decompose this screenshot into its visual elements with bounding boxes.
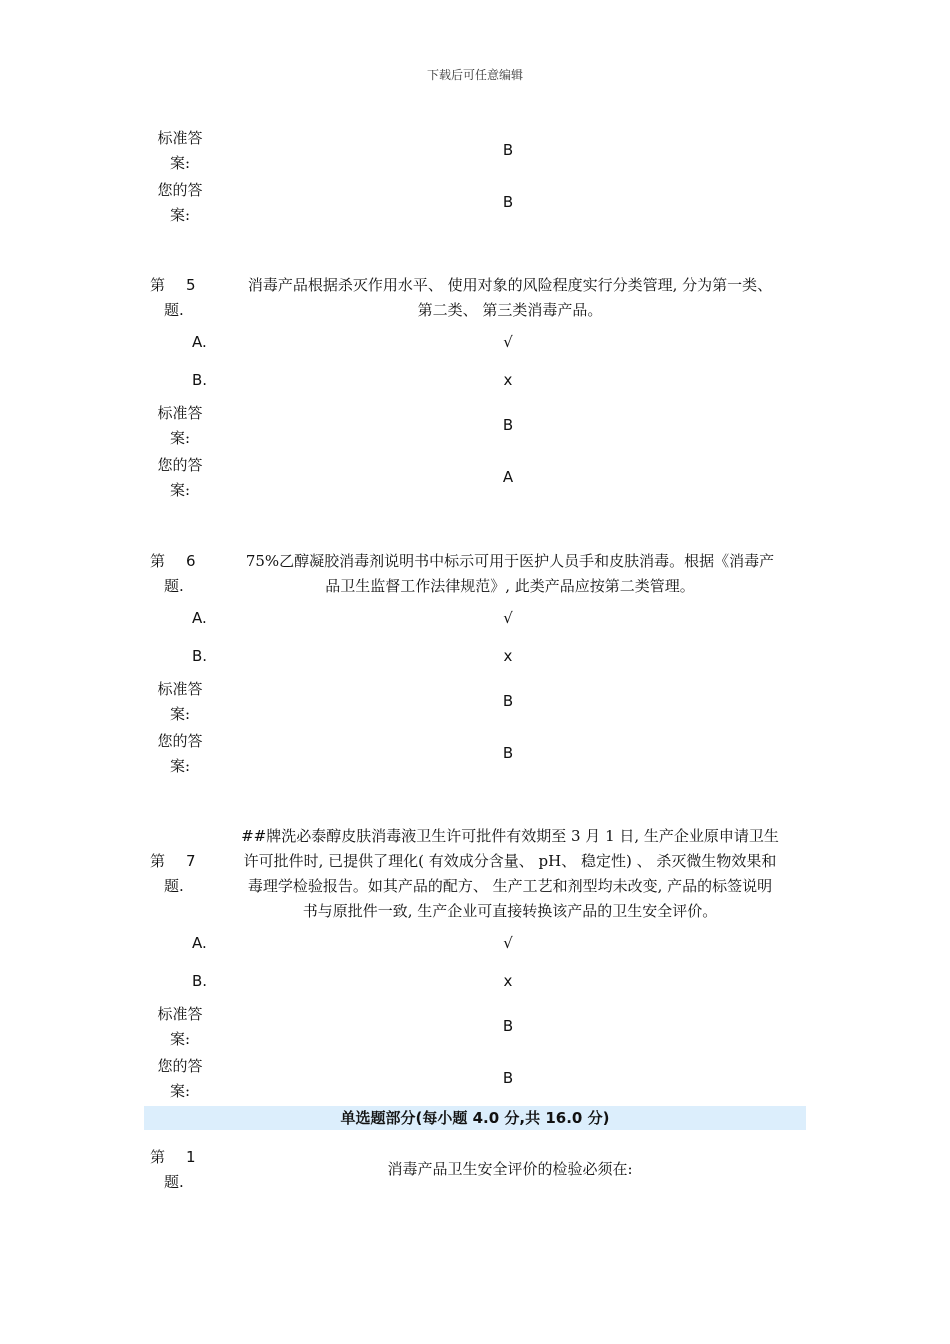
your-answer-value: B: [502, 1069, 514, 1087]
question-text: 75%乙醇凝胶消毒剂说明书中标示可用于医护人员手和皮肤消毒。根据《消毒产 品卫生监督工作法律规范》, 此类产品应按第二类管理。: [245, 552, 775, 595]
standard-answer-label: 标准答案:: [157, 404, 203, 447]
your-answer-label: 您的答案:: [157, 181, 203, 224]
question-number: 第 5 题.: [150, 276, 196, 319]
check-icon: √: [503, 934, 513, 952]
standard-answer-value: B: [502, 416, 514, 434]
your-answer-value: A: [502, 468, 514, 486]
your-answer-label: 您的答案:: [157, 1057, 203, 1100]
standard-answer-value: B: [502, 1017, 514, 1035]
option-b[interactable]: B. x: [144, 972, 806, 1010]
page-header: 下载后可任意编辑: [426, 68, 523, 82]
option-a[interactable]: A. √: [144, 934, 806, 972]
question-number: 第 7 题.: [150, 852, 196, 895]
standard-answer-label: 标准答案:: [157, 129, 203, 172]
check-icon: √: [503, 333, 513, 351]
option-a[interactable]: A. √: [144, 609, 806, 647]
question-text: ##牌洗必泰醇皮肤消毒液卫生许可批件有效期至 3 月 1 日, 生产企业原申请卫生 许可批件时, 已提供了理化( 有效成分含量、 pH、 稳定性) 、 杀灭微生物效果和 毒理学检验报告。如其产品的配方、 生产工艺和剂型均未改变, 产品的标签说明 书与原批件一致, 生产企业可直接转换该产品的卫生安全评价。: [241, 827, 779, 920]
your-answer-value: B: [502, 744, 514, 762]
your-answer-value: B: [502, 193, 514, 211]
cross-icon: x: [503, 972, 513, 990]
option-b[interactable]: B. x: [144, 647, 806, 685]
question-number: 第 6 题.: [150, 552, 196, 595]
your-answer-label: 您的答案:: [157, 456, 203, 499]
your-answer-label: 您的答案:: [157, 732, 203, 775]
standard-answer-value: B: [502, 692, 514, 710]
option-a[interactable]: A. √: [144, 333, 806, 371]
section-header-single-choice: 单选题部分(每小题 4.0 分,共 16.0 分): [144, 1106, 806, 1130]
standard-answer-label: 标准答案:: [157, 680, 203, 723]
question-text: 消毒产品卫生安全评价的检验必须在:: [387, 1160, 633, 1178]
question-number: 第 1 题.: [150, 1148, 196, 1191]
standard-answer-label: 标准答案:: [157, 1005, 203, 1048]
cross-icon: x: [503, 371, 513, 389]
cross-icon: x: [503, 647, 513, 665]
question-text: 消毒产品根据杀灭作用水平、 使用对象的风险程度实行分类管理, 分为第一类、 第二类、 第三类消毒产品。: [247, 276, 773, 319]
standard-answer-value: B: [502, 141, 514, 159]
answer-block-q4: [144, 126, 806, 230]
option-b[interactable]: B. x: [144, 371, 806, 409]
check-icon: √: [503, 609, 513, 627]
